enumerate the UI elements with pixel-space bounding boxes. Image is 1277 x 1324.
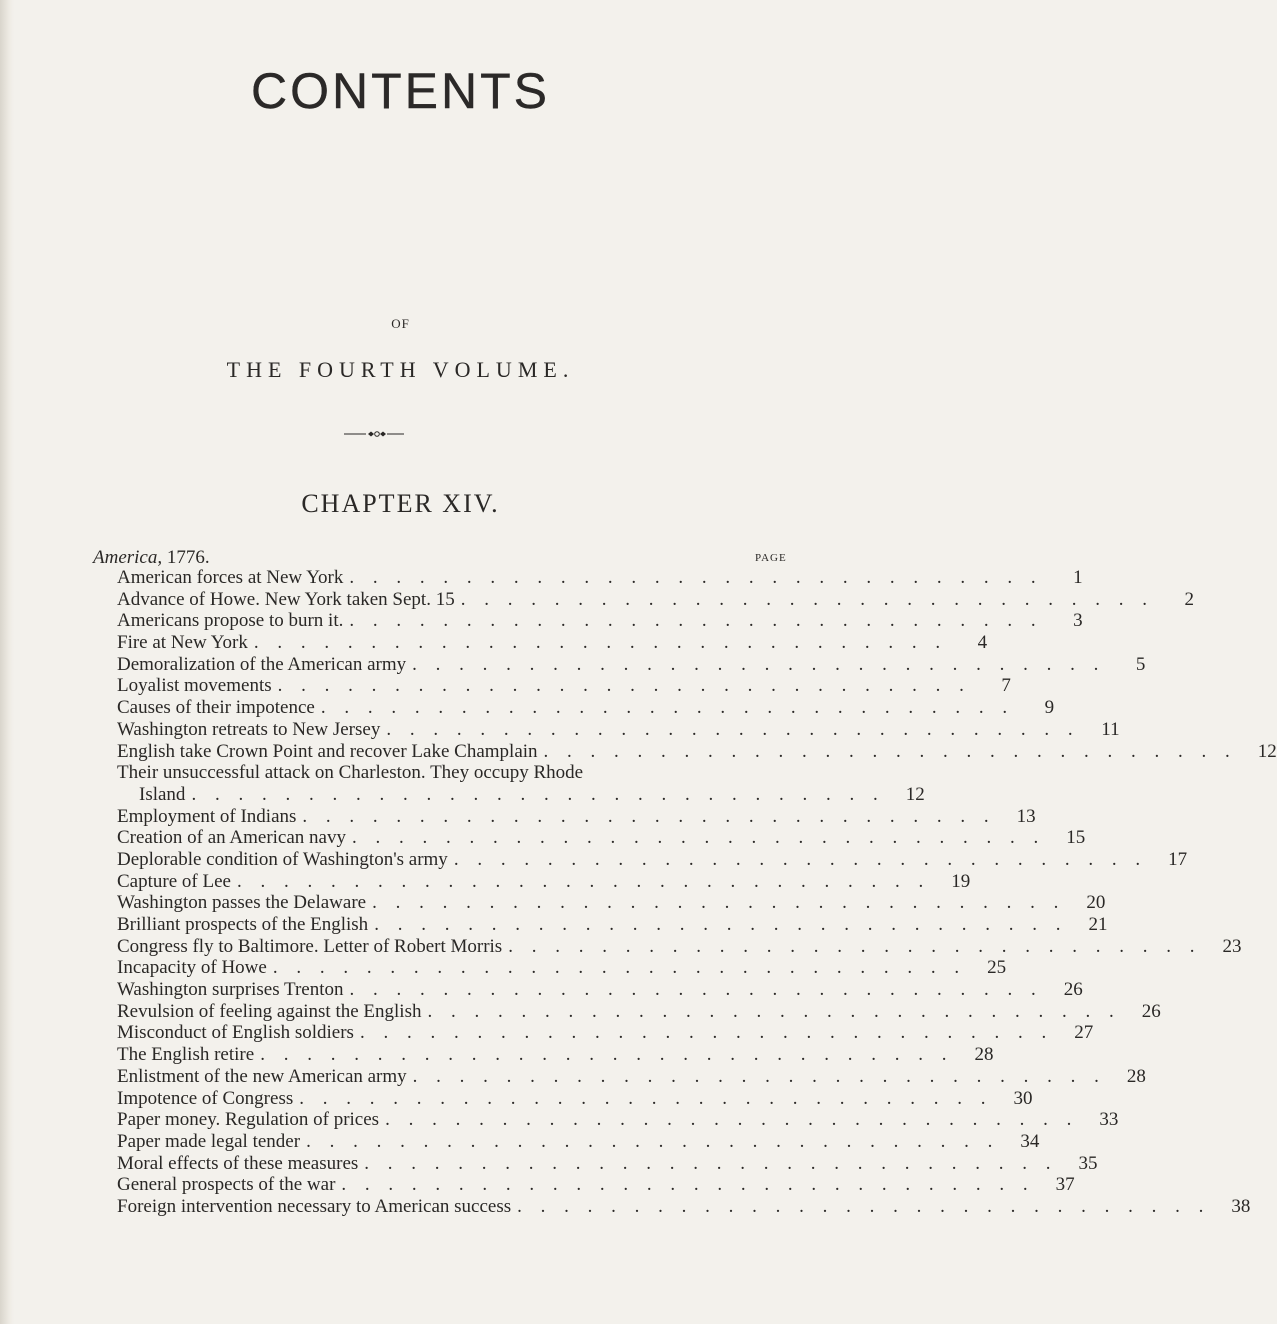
contents-entry [117, 827, 1086, 849]
entry-page-number: 2 [1184, 588, 1194, 610]
entry-title: American forces at New York [117, 567, 344, 588]
contents-entry [117, 1044, 994, 1066]
contents-entry [117, 740, 1277, 763]
dot-leader: . . . . . . . . . . . . . . . . . . . . . . . . . . . . . . [359, 1022, 1054, 1044]
entry-page-number: 26 [1063, 979, 1083, 1001]
contents-entry [117, 783, 925, 806]
entry-title: Revulsion of feeling against the English [117, 1000, 422, 1022]
dot-leader: . . . . . . . . . . . . . . . . . . . . . . . . . . . . . . [364, 1152, 1058, 1174]
dot-leader: . . . . . . . . . . . . . . . . . . . . . . . . . . . . . . [351, 827, 1046, 849]
contents-entry [117, 848, 1188, 871]
dot-leader: . . . . . . . . . . . . . . . . . . . . . . . . . . . . . . [299, 1087, 993, 1109]
dot-leader: . . . . . . . . . . . . . . . . . . . . . . . . . . . . . . [427, 1000, 1121, 1022]
entry-title: Fire at New York [117, 632, 248, 654]
contents-entry [117, 870, 971, 893]
contents-entry [117, 1065, 1146, 1088]
contents-entry [117, 718, 1120, 741]
entry-title: Island [139, 783, 186, 805]
entry-title: Washington passes the Delaware [117, 892, 367, 914]
entry-page-number: 19 [951, 870, 971, 892]
dot-leader: . . . . . . . . . . . . . . . . . . . . . . . . . . . . . . [253, 632, 948, 654]
dot-leader: . . . . . . . . . . . . . . . . . . . . . . . . . . . . . . [191, 783, 885, 805]
entry-page-number: 30 [1013, 1087, 1033, 1109]
dot-leader: . . . . . . . . . . . . . . . . . . . . . . . . . . . . . . [349, 979, 1043, 1001]
section-year: 1776. [166, 547, 210, 568]
contents-entry [117, 588, 1194, 611]
dot-leader: . . . . . . . . . . . . . . . . . . . . . . . . . . . . . . [260, 1044, 954, 1066]
dot-leader: . . . . . . . . . . . . . . . . . . . . . . . . . . . . . . [460, 588, 1154, 610]
entry-title: Foreign intervention necessary to American success [117, 1195, 512, 1217]
contents-entry [117, 653, 1146, 676]
contents-entry [117, 632, 988, 654]
dot-leader: . . . . . . . . . . . . . . . . . . . . . . . . . . . . . . [349, 567, 1043, 588]
dot-leader: . . . . . . . . . . . . . . . . . . . . . . . . . . . . . . [412, 1065, 1106, 1087]
entry-page-number: 7 [1001, 675, 1011, 697]
contents-entry [117, 1195, 1251, 1218]
entry-title: Incapacity of Howe [117, 957, 267, 979]
entry-page-number: 1 [1073, 567, 1083, 588]
dot-leader: . . . . . . . . . . . . . . . . . . . . . . . . . . . . . . [508, 935, 1202, 957]
entry-title: Americans propose to burn it. [117, 610, 344, 632]
contents-list [117, 567, 1277, 1218]
contents-entry [117, 1174, 1075, 1196]
contents-entry [117, 1022, 1094, 1044]
entry-page-number: 12 [905, 783, 925, 805]
entry-title: Demoralization of the American army [117, 653, 407, 675]
contents-entry [117, 935, 1242, 958]
entry-page-number: 38 [1231, 1195, 1251, 1217]
entry-page-number: 15 [1066, 827, 1086, 849]
entry-title: Paper money. Regulation of prices [117, 1109, 380, 1131]
entry-page-number: 13 [1016, 805, 1036, 827]
contents-entry [117, 1087, 1033, 1110]
entry-title: Impotence of Congress [117, 1087, 294, 1109]
dot-leader: . . . . . . . . . . . . . . . . . . . . . . . . . . . . . . [272, 957, 967, 979]
entry-page-number: 17 [1168, 848, 1188, 870]
dot-leader: . . . . . . . . . . . . . . . . . . . . . . . . . . . . . . [236, 870, 931, 892]
entry-page-number: 3 [1073, 610, 1083, 632]
contents-entry [117, 567, 1083, 589]
page-edge [0, 0, 14, 1324]
entry-title: Deplorable condition of Washington's army [117, 848, 448, 870]
entry-title: Causes of their impotence [117, 697, 315, 719]
volume-subtitle: THE FOURTH VOLUME. [226, 357, 575, 382]
entry-page-number: 20 [1086, 892, 1106, 914]
section-place: America, [93, 547, 163, 568]
entry-title: Their unsuccessful attack on Charleston. They occupy Rhode [117, 762, 584, 784]
entry-page-number: 5 [1135, 653, 1146, 675]
dot-leader: . . . . . . . . . . . . . . . . . . . . . . . . . . . . . . [543, 740, 1237, 762]
entry-title: Washington surprises Trenton [117, 979, 344, 1001]
page-column-label: PAGE [755, 552, 787, 564]
contents-entry [117, 1000, 1161, 1023]
chapter-heading: CHAPTER XIV. [301, 489, 500, 518]
entry-page-number: 9 [1044, 697, 1055, 719]
entry-page-number: 33 [1099, 1109, 1119, 1131]
contents-entry [117, 892, 1106, 914]
entry-page-number: 28 [1126, 1065, 1146, 1087]
entry-page-number: 37 [1055, 1174, 1075, 1196]
dot-leader: . . . . . . . . . . . . . . . . . . . . . . . . . . . . . . [386, 718, 1080, 740]
entry-page-number: 21 [1088, 914, 1108, 935]
dot-leader: . . . . . . . . . . . . . . . . . . . . . . . . . . . . . . [320, 697, 1015, 719]
divider-ornament [344, 431, 404, 437]
entry-title: Creation of an American navy [117, 827, 346, 849]
entry-page-number: 26 [1141, 1000, 1161, 1022]
contents-entry [117, 805, 1036, 828]
dot-leader: . . . . . . . . . . . . . . . . . . . . . . . . . . . . . . [517, 1195, 1211, 1217]
entry-title: Capture of Lee [117, 870, 231, 892]
entry-title: Washington retreats to New Jersey [117, 718, 381, 740]
entry-title: Enlistment of the new American army [117, 1065, 407, 1087]
entry-page-number: 12 [1257, 740, 1277, 762]
entry-title: Moral effects of these measures [117, 1152, 359, 1174]
page-title: CONTENTS [251, 63, 550, 119]
entry-title: Paper made legal tender [117, 1130, 301, 1152]
title-of: OF [391, 316, 410, 331]
entry-title: Loyalist movements [117, 675, 272, 697]
entry-page-number: 25 [987, 957, 1007, 979]
entry-title: Employment of Indians [117, 805, 297, 827]
dot-leader: . . . . . . . . . . . . . . . . . . . . . . . . . . . . . . [372, 892, 1066, 914]
entry-title: English take Crown Point and recover Lake Champlain [117, 740, 538, 762]
contents-entry [117, 979, 1083, 1001]
entry-title: General prospects of the war [117, 1174, 336, 1196]
contents-entry [117, 1109, 1119, 1131]
entry-page-number: 27 [1074, 1022, 1094, 1044]
dot-leader: . . . . . . . . . . . . . . . . . . . . . . . . . . . . . . [412, 653, 1106, 675]
contents-entry [117, 697, 1055, 719]
dot-leader [583, 762, 737, 784]
section-heading [93, 547, 210, 569]
contents-entry [117, 1152, 1098, 1175]
entry-page-number [737, 762, 777, 784]
dot-leader: . . . . . . . . . . . . . . . . . . . . . . . . . . . . . . [374, 914, 1068, 935]
contents-entry [117, 762, 777, 784]
entry-page-number: 4 [977, 632, 988, 654]
dot-leader: . . . . . . . . . . . . . . . . . . . . . . . . . . . . . . [277, 675, 971, 697]
dot-leader: . . . . . . . . . . . . . . . . . . . . . . . . . . . . . . [453, 848, 1148, 870]
dot-leader: . . . . . . . . . . . . . . . . . . . . . . . . . . . . . . [385, 1109, 1079, 1131]
dot-leader: . . . . . . . . . . . . . . . . . . . . . . . . . . . . . . [306, 1130, 1000, 1152]
contents-entry [117, 957, 1007, 979]
entry-title: Congress fly to Baltimore. Letter of Robert Morris [117, 935, 503, 957]
entry-page-number: 35 [1078, 1152, 1098, 1174]
dot-leader: . . . . . . . . . . . . . . . . . . . . . . . . . . . . . . [341, 1174, 1035, 1196]
entry-title: The English retire [117, 1044, 255, 1066]
contents-entry [117, 610, 1083, 632]
entry-page-number: 11 [1101, 718, 1120, 740]
entry-title: Brilliant prospects of the English [117, 914, 369, 935]
entry-title: Advance of Howe. New York taken Sept. 15 [117, 588, 455, 610]
contents-entry [117, 1130, 1040, 1153]
entry-title: Misconduct of English soldiers [117, 1022, 354, 1044]
entry-page-number: 34 [1020, 1130, 1040, 1152]
dot-leader: . . . . . . . . . . . . . . . . . . . . . . . . . . . . . . [302, 805, 996, 827]
contents-entry [117, 914, 1108, 936]
dot-leader: . . . . . . . . . . . . . . . . . . . . . . . . . . . . . . [349, 610, 1043, 632]
entry-page-number: 28 [974, 1044, 994, 1066]
contents-entry [117, 675, 1011, 697]
entry-page-number: 23 [1222, 935, 1242, 957]
